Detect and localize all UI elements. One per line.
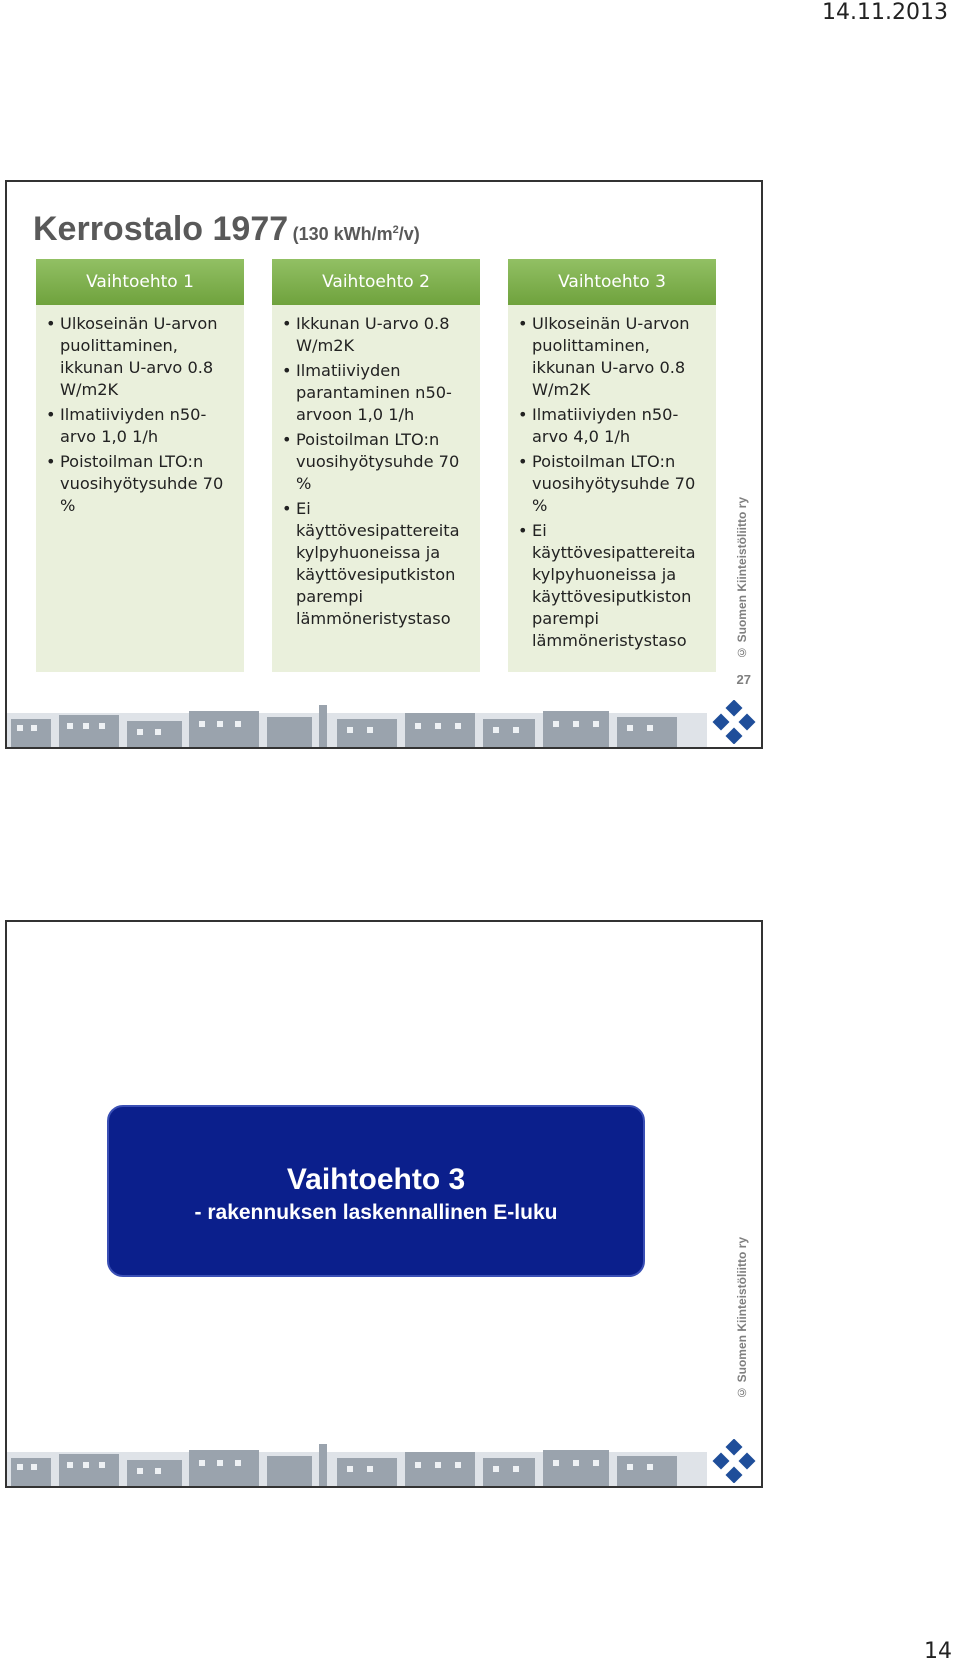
slide-number: 27 (736, 672, 751, 687)
list-item: • Ilmatiiviyden n50-arvo 4,0 1/h (518, 404, 710, 448)
list-item: • Ilmatiiviyden n50-arvo 1,0 1/h (46, 404, 238, 448)
list-item: • Ulkoseinän U-arvon puolittaminen, ikkunan U-arvo 0.8 W/m2K (46, 313, 238, 401)
option-column-1 (36, 259, 244, 672)
list-item: • Ei käyttövesipattereita kylpyhuoneissa ja käyttövesiputkiston parempi lämmöneristystaso (518, 520, 710, 652)
list-item: • Ei käyttövesipattereita kylpyhuoneissa ja käyttövesiputkiston parempi lämmöneristystaso (282, 498, 474, 630)
organization-logo-icon (711, 700, 757, 744)
copyright-text: © Suomen Kiinteistöliitto ry (735, 1237, 749, 1400)
slide-title (33, 210, 420, 249)
list-item: • Poistoilman LTO:n vuosihyötysuhde 70 % (282, 429, 474, 495)
list-item: • Ilmatiiviyden parantaminen n50-arvoon 1,0 1/h (282, 360, 474, 426)
slide-title-main: Kerrostalo 1977 (33, 210, 289, 248)
list-item: • Ulkoseinän U-arvon puolittaminen, ikkunan U-arvo 0.8 W/m2K (518, 313, 710, 401)
page-number: 14 (924, 1639, 952, 1664)
copyright-text: © Suomen Kiinteistöliitto ry (735, 497, 749, 660)
option-list-3 (508, 305, 716, 652)
option-column-2 (272, 259, 480, 672)
list-item: • Poistoilman LTO:n vuosihyötysuhde 70 % (46, 451, 238, 517)
option-column-3 (508, 259, 716, 672)
section-slide (5, 920, 763, 1488)
slide-27 (5, 180, 763, 749)
option-list-1 (36, 305, 244, 517)
section-title-box (107, 1105, 645, 1277)
option-header-3: Vaihtoehto 3 (508, 259, 716, 305)
option-header-1: Vaihtoehto 1 (36, 259, 244, 305)
organization-logo-icon (711, 1439, 757, 1483)
section-subtitle: - rakennuksen laskennallinen E-luku (194, 1201, 558, 1224)
building-skyline-illustration (7, 1438, 707, 1486)
list-item: • Ikkunan U-arvo 0.8 W/m2K (282, 313, 474, 357)
section-title: Vaihtoehto 3 (286, 1163, 466, 1196)
building-skyline-illustration (7, 699, 707, 747)
option-list-2 (272, 305, 480, 630)
page-date: 14.11.2013 (822, 0, 948, 25)
list-item: • Poistoilman LTO:n vuosihyötysuhde 70 % (518, 451, 710, 517)
slide-title-subtitle: (130 kWh/$m^2/v$) (292, 224, 420, 244)
option-header-2: Vaihtoehto 2 (272, 259, 480, 305)
